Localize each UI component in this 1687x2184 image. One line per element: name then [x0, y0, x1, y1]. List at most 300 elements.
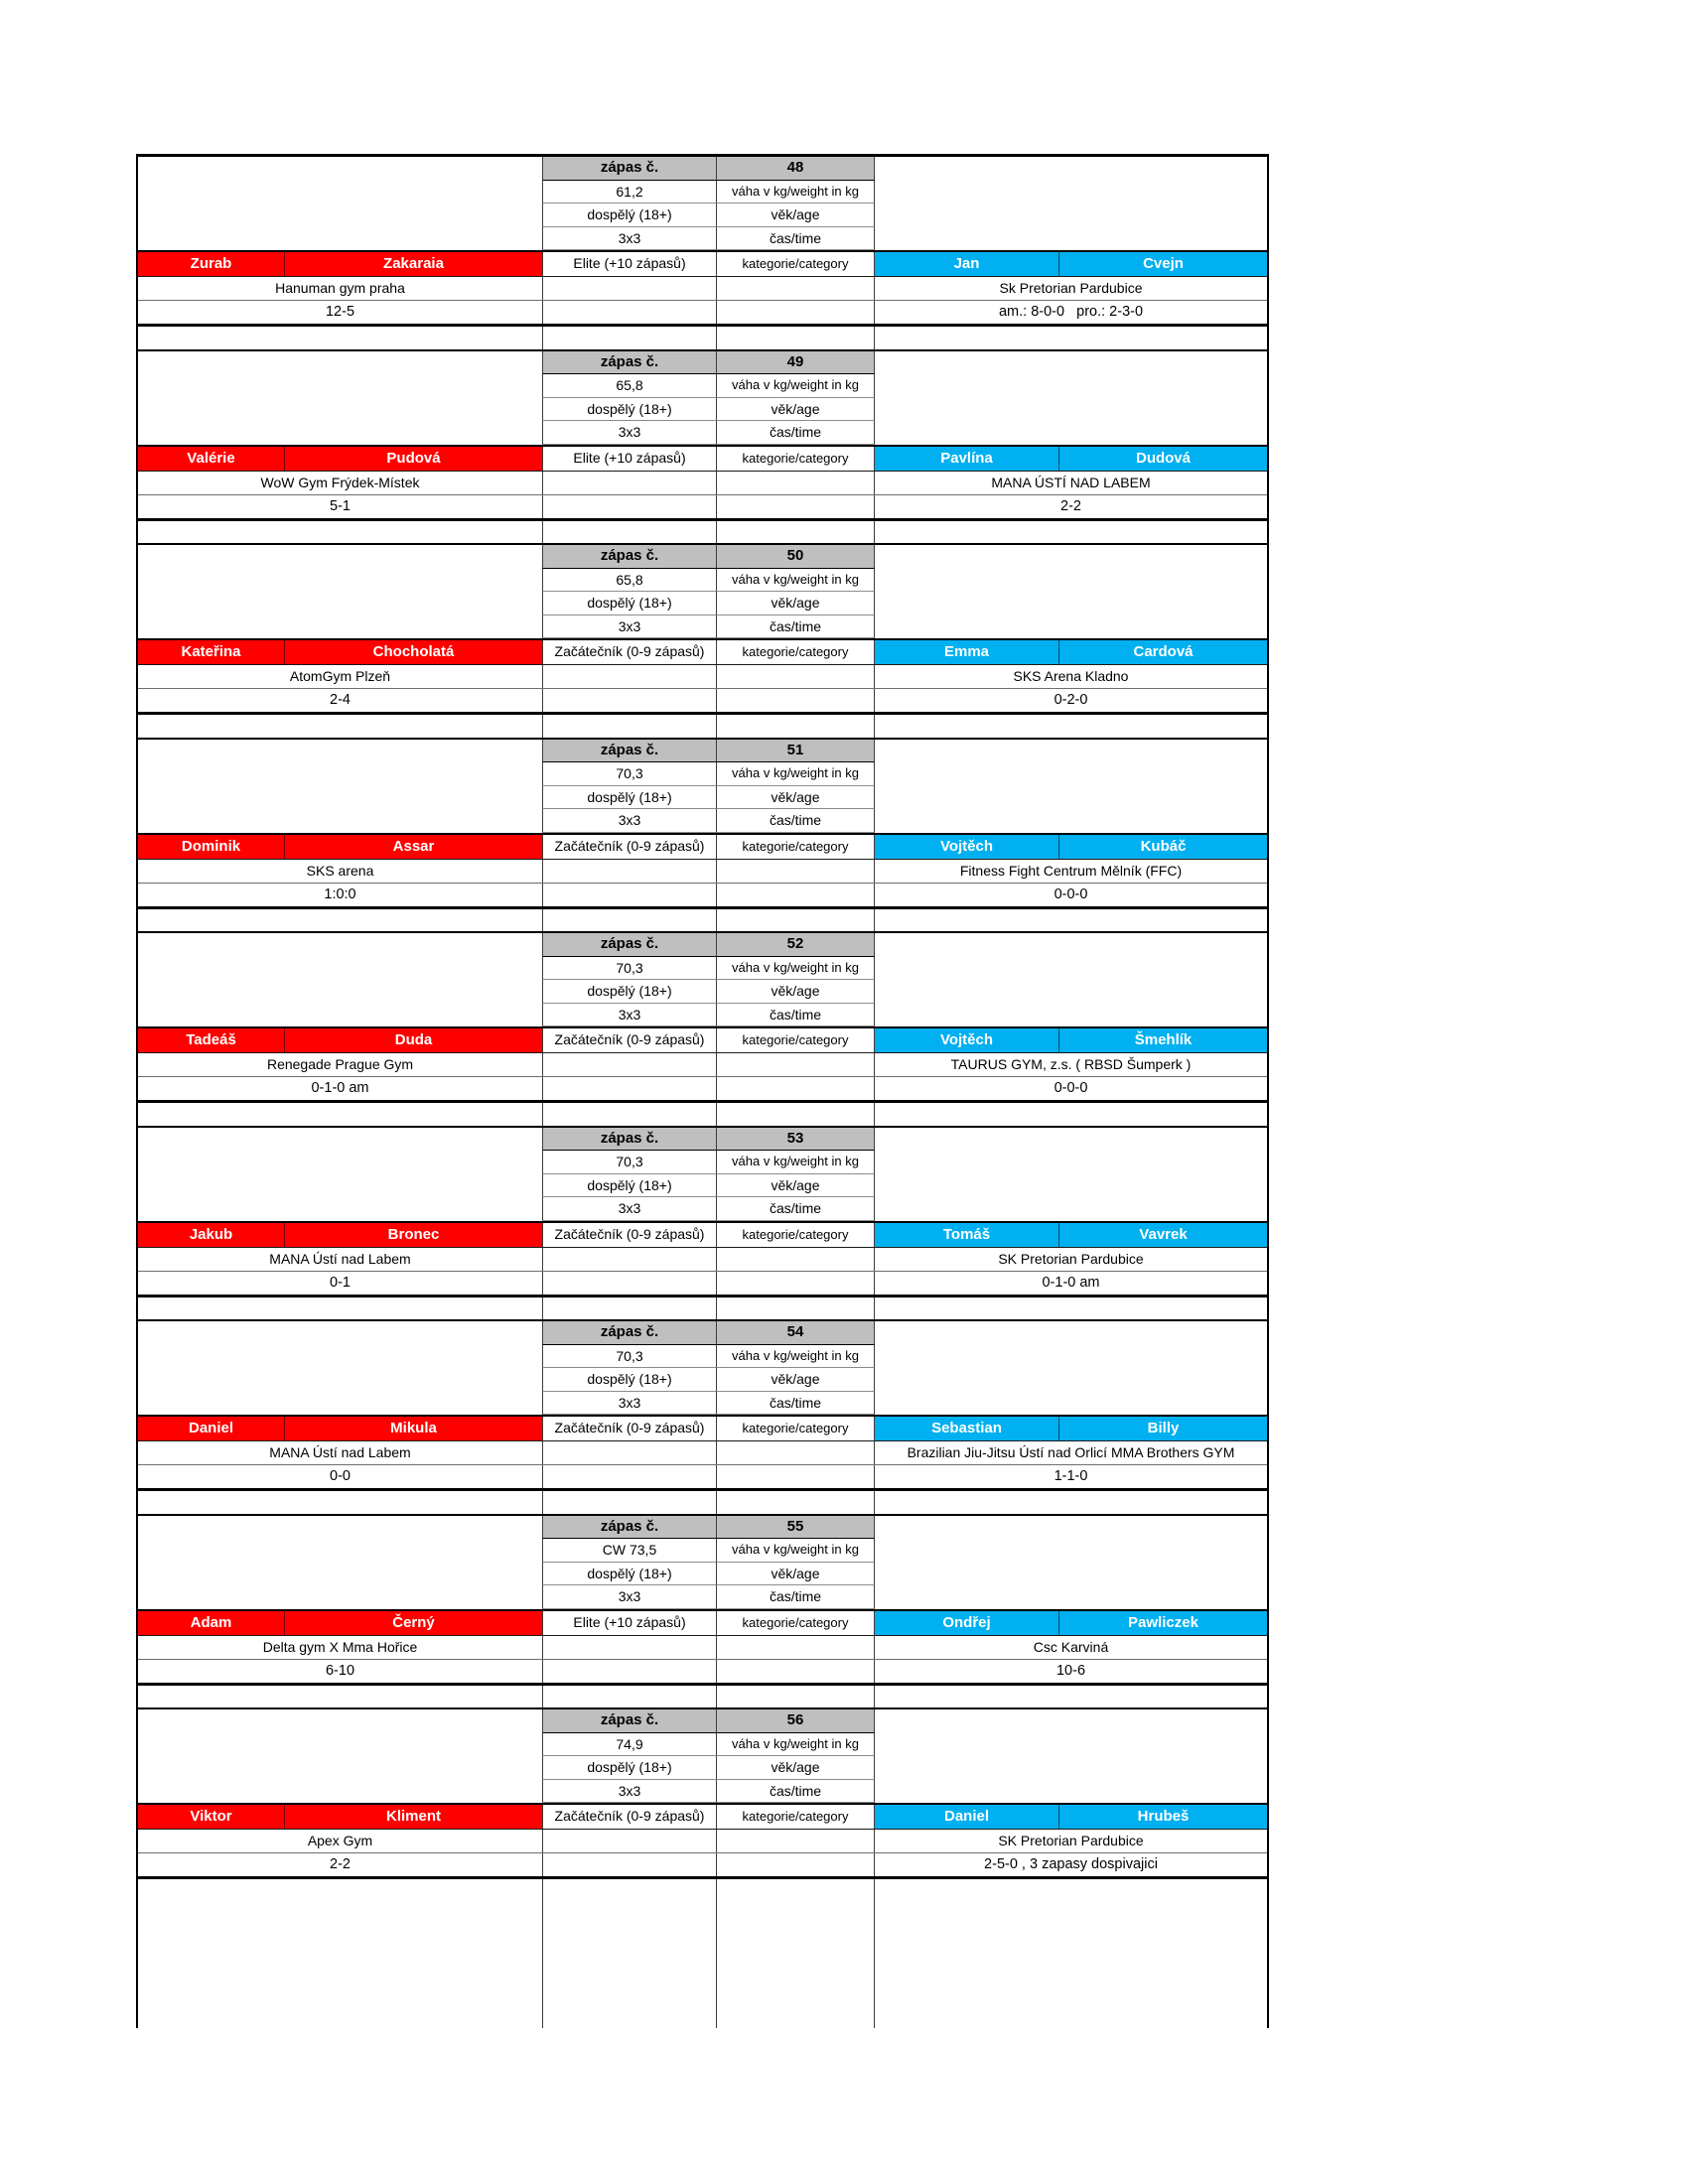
red-fighter-first-name: Dominik	[138, 835, 285, 859]
fighters-row	[138, 1415, 1267, 1441]
match-number-label: zápas č.	[542, 1321, 717, 1345]
blue-fighter-last-name: Cvejn	[1059, 252, 1267, 276]
match-number-value: 48	[717, 157, 875, 181]
left-empty-area	[138, 615, 542, 639]
left-empty-area	[138, 909, 542, 932]
center-empty-cell	[542, 1660, 717, 1683]
time-label: čas/time	[717, 1197, 875, 1221]
time-row	[138, 1585, 1267, 1609]
category-label: kategorie/category	[717, 835, 875, 859]
weight-row	[138, 1151, 1267, 1174]
red-fighter-gym: MANA Ústí nad Labem	[269, 1444, 411, 1460]
age-row	[138, 1368, 1267, 1392]
red-fighter-last-name: Zakaraia	[285, 252, 542, 276]
red-fighter-last-name: Bronec	[285, 1223, 542, 1247]
age-row	[138, 1174, 1267, 1198]
block-separator-row	[138, 1686, 1267, 1710]
left-empty-area	[138, 398, 542, 422]
center-empty-cell	[717, 1686, 875, 1708]
left-empty-area	[138, 1756, 542, 1780]
left-empty-area	[138, 157, 542, 181]
center-empty-cell	[542, 1077, 717, 1100]
blue-fighter-last-name: Dudová	[1059, 447, 1267, 471]
right-empty-area	[875, 1516, 1267, 1540]
match-number-label: zápas č.	[542, 351, 717, 375]
weight-row	[138, 957, 1267, 981]
center-empty-cell	[542, 689, 717, 712]
center-empty-cell	[717, 1441, 875, 1464]
right-empty-area	[875, 1345, 1267, 1369]
right-empty-area	[875, 957, 1267, 981]
blue-fighter-record: am.: 8-0-0 pro.: 2-3-0	[998, 304, 1144, 320]
time-label: čas/time	[717, 809, 875, 833]
center-empty-cell	[717, 1053, 875, 1076]
left-empty-area	[138, 1879, 542, 2028]
age-label: věk/age	[717, 786, 875, 810]
right-empty-area	[875, 592, 1267, 615]
match-block	[138, 1709, 1267, 1879]
center-empty-cell	[717, 1879, 875, 2028]
age-label: věk/age	[717, 1368, 875, 1392]
match-block	[138, 1128, 1267, 1297]
right-empty-area	[875, 569, 1267, 593]
gyms-row	[138, 1248, 1267, 1272]
weight-label: váha v kg/weight in kg	[717, 762, 875, 786]
left-empty-area	[138, 592, 542, 615]
right-empty-area	[875, 1197, 1267, 1221]
category-value: Začátečník (0-9 zápasů)	[542, 1028, 717, 1052]
center-empty-cell	[717, 884, 875, 906]
gyms-row	[138, 1441, 1267, 1465]
right-empty-area	[875, 1879, 1267, 2028]
time-value: 3x3	[542, 1780, 717, 1804]
center-empty-cell	[717, 472, 875, 494]
gyms-row	[138, 277, 1267, 301]
blue-fighter-last-name: Billy	[1059, 1417, 1267, 1440]
time-label: čas/time	[717, 1780, 875, 1804]
records-row	[138, 689, 1267, 715]
red-fighter-first-name: Valérie	[138, 447, 285, 471]
center-empty-cell	[717, 1297, 875, 1320]
right-empty-area	[875, 204, 1267, 227]
left-empty-area	[138, 1004, 542, 1027]
left-empty-area	[138, 1151, 542, 1174]
time-value: 3x3	[542, 227, 717, 251]
match-number-label: zápas č.	[542, 1128, 717, 1152]
time-row	[138, 615, 1267, 639]
red-fighter-first-name: Daniel	[138, 1417, 285, 1440]
center-empty-cell	[717, 521, 875, 544]
match-block	[138, 1516, 1267, 1686]
match-block	[138, 351, 1267, 521]
age-label: věk/age	[717, 1563, 875, 1586]
center-empty-cell	[542, 1636, 717, 1659]
fighters-row	[138, 1609, 1267, 1636]
center-empty-cell	[542, 1103, 717, 1126]
match-number-label: zápas č.	[542, 740, 717, 763]
center-empty-cell	[717, 1830, 875, 1852]
right-empty-area	[875, 521, 1267, 544]
age-class-value: dospělý (18+)	[542, 592, 717, 615]
records-row	[138, 1077, 1267, 1103]
fighters-row	[138, 1803, 1267, 1830]
age-class-value: dospělý (18+)	[542, 786, 717, 810]
age-label: věk/age	[717, 1174, 875, 1198]
left-empty-area	[138, 980, 542, 1004]
age-class-value: dospělý (18+)	[542, 1368, 717, 1392]
match-block	[138, 545, 1267, 715]
center-empty-cell	[542, 1272, 717, 1295]
weight-row	[138, 374, 1267, 398]
match-number-value: 54	[717, 1321, 875, 1345]
blue-fighter-last-name: Pawliczek	[1059, 1611, 1267, 1635]
right-empty-area	[875, 1563, 1267, 1586]
category-value: Začátečník (0-9 zápasů)	[542, 1417, 717, 1440]
center-empty-cell	[717, 860, 875, 883]
red-fighter-last-name: Pudová	[285, 447, 542, 471]
block-separator-row	[138, 909, 1267, 934]
right-empty-area	[875, 1297, 1267, 1320]
blue-fighter-last-name: Cardová	[1059, 640, 1267, 664]
weight-value: 70,3	[542, 762, 717, 786]
blue-fighter-record: 0-0-0	[1054, 886, 1088, 902]
match-number-label: zápas č.	[542, 545, 717, 569]
red-fighter-first-name: Kateřina	[138, 640, 285, 664]
match-block	[138, 740, 1267, 909]
center-empty-cell	[717, 665, 875, 688]
match-number-label: zápas č.	[542, 157, 717, 181]
weight-label: váha v kg/weight in kg	[717, 1733, 875, 1757]
center-empty-cell	[542, 715, 717, 738]
weight-label: váha v kg/weight in kg	[717, 181, 875, 205]
match-block	[138, 933, 1267, 1103]
blue-fighter-first-name: Sebastian	[875, 1417, 1059, 1440]
right-empty-area	[875, 1585, 1267, 1609]
red-fighter-gym: MANA Ústí nad Labem	[269, 1250, 411, 1267]
match-number-label: zápas č.	[542, 1709, 717, 1733]
time-label: čas/time	[717, 421, 875, 445]
time-value: 3x3	[542, 615, 717, 639]
red-fighter-record: 0-0	[330, 1468, 351, 1484]
fighters-row	[138, 833, 1267, 860]
category-label: kategorie/category	[717, 640, 875, 664]
left-empty-area	[138, 1174, 542, 1198]
blue-fighter-gym: SK Pretorian Pardubice	[998, 1833, 1144, 1848]
blue-fighter-record: 0-0-0	[1054, 1080, 1088, 1096]
block-separator-row	[138, 715, 1267, 740]
time-value: 3x3	[542, 1392, 717, 1416]
center-empty-cell	[542, 1830, 717, 1852]
weight-label: váha v kg/weight in kg	[717, 1539, 875, 1563]
right-empty-area	[875, 615, 1267, 639]
category-value: Elite (+10 zápasů)	[542, 252, 717, 276]
time-value: 3x3	[542, 1004, 717, 1027]
time-row	[138, 1197, 1267, 1221]
center-empty-cell	[717, 1272, 875, 1295]
match-number-value: 50	[717, 545, 875, 569]
weight-label: váha v kg/weight in kg	[717, 569, 875, 593]
blue-fighter-gym: Brazilian Jiu-Jitsu Ústí nad Orlicí MMA Brothers GYM	[907, 1444, 1235, 1460]
center-empty-cell	[717, 689, 875, 712]
weight-row	[138, 181, 1267, 205]
center-empty-cell	[542, 495, 717, 518]
right-empty-area	[875, 374, 1267, 398]
center-empty-cell	[542, 1053, 717, 1076]
age-class-value: dospělý (18+)	[542, 1756, 717, 1780]
time-row	[138, 1392, 1267, 1416]
right-empty-area	[875, 545, 1267, 569]
weight-value: 70,3	[542, 1151, 717, 1174]
block-separator-row	[138, 1297, 1267, 1322]
weight-label: váha v kg/weight in kg	[717, 1345, 875, 1369]
time-row	[138, 421, 1267, 445]
center-empty-cell	[542, 1491, 717, 1514]
center-empty-cell	[542, 301, 717, 324]
red-fighter-gym: AtomGym Plzeň	[289, 668, 391, 684]
center-empty-cell	[542, 521, 717, 544]
left-empty-area	[138, 933, 542, 957]
left-empty-area	[138, 1733, 542, 1757]
age-class-value: dospělý (18+)	[542, 1174, 717, 1198]
right-empty-area	[875, 1686, 1267, 1708]
age-class-value: dospělý (18+)	[542, 980, 717, 1004]
center-empty-cell	[542, 1879, 717, 2028]
right-empty-area	[875, 421, 1267, 445]
left-empty-area	[138, 1686, 542, 1708]
right-empty-area	[875, 1392, 1267, 1416]
block-separator-row	[138, 327, 1267, 351]
blue-fighter-last-name: Vavrek	[1059, 1223, 1267, 1247]
left-empty-area	[138, 204, 542, 227]
right-empty-area	[875, 1368, 1267, 1392]
blue-fighter-first-name: Ondřej	[875, 1611, 1059, 1635]
right-empty-area	[875, 809, 1267, 833]
weight-label: váha v kg/weight in kg	[717, 1151, 875, 1174]
category-label: kategorie/category	[717, 1028, 875, 1052]
gyms-row	[138, 1636, 1267, 1660]
center-empty-cell	[717, 495, 875, 518]
time-label: čas/time	[717, 227, 875, 251]
red-fighter-last-name: Chocholatá	[285, 640, 542, 664]
right-empty-area	[875, 157, 1267, 181]
right-empty-area	[875, 1491, 1267, 1514]
time-value: 3x3	[542, 1585, 717, 1609]
right-empty-area	[875, 1733, 1267, 1757]
right-empty-area	[875, 1103, 1267, 1126]
left-empty-area	[138, 1368, 542, 1392]
age-label: věk/age	[717, 592, 875, 615]
match-number-label: zápas č.	[542, 933, 717, 957]
age-row	[138, 980, 1267, 1004]
right-empty-area	[875, 1709, 1267, 1733]
red-fighter-record: 6-10	[325, 1662, 355, 1679]
fighters-row	[138, 445, 1267, 472]
right-empty-area	[875, 1128, 1267, 1152]
weight-label: váha v kg/weight in kg	[717, 374, 875, 398]
center-empty-cell	[542, 1465, 717, 1488]
records-row	[138, 1853, 1267, 1879]
blue-fighter-first-name: Vojtěch	[875, 835, 1059, 859]
match-number-value: 55	[717, 1516, 875, 1540]
blue-fighter-gym: SKS Arena Kladno	[1013, 668, 1129, 684]
weight-row	[138, 1345, 1267, 1369]
center-empty-cell	[542, 1441, 717, 1464]
gyms-row	[138, 665, 1267, 689]
match-number-row	[138, 351, 1267, 375]
category-label: kategorie/category	[717, 447, 875, 471]
weight-value: 70,3	[542, 1345, 717, 1369]
fighters-row	[138, 638, 1267, 665]
left-empty-area	[138, 1516, 542, 1540]
red-fighter-first-name: Viktor	[138, 1805, 285, 1829]
red-fighter-gym: Hanuman gym praha	[275, 280, 405, 296]
weight-value: 65,8	[542, 374, 717, 398]
category-value: Začátečník (0-9 zápasů)	[542, 640, 717, 664]
right-empty-area	[875, 980, 1267, 1004]
left-empty-area	[138, 957, 542, 981]
match-number-row	[138, 1128, 1267, 1152]
blue-fighter-gym: Sk Pretorian Pardubice	[999, 280, 1143, 296]
weight-value: 70,3	[542, 957, 717, 981]
blue-fighter-record: 0-2-0	[1054, 692, 1088, 708]
category-label: kategorie/category	[717, 1417, 875, 1440]
left-empty-area	[138, 1780, 542, 1804]
age-class-value: dospělý (18+)	[542, 1563, 717, 1586]
center-empty-cell	[542, 1686, 717, 1708]
age-row	[138, 204, 1267, 227]
weight-row	[138, 569, 1267, 593]
left-empty-area	[138, 545, 542, 569]
blue-fighter-record: 2-5-0 , 3 zapasy dospivajici	[984, 1856, 1158, 1872]
center-empty-cell	[542, 1248, 717, 1271]
age-row	[138, 1563, 1267, 1586]
left-empty-area	[138, 374, 542, 398]
gyms-row	[138, 1830, 1267, 1853]
center-empty-cell	[542, 884, 717, 906]
match-number-row	[138, 1516, 1267, 1540]
table-bottom-empty-region	[138, 1879, 1267, 2028]
time-row	[138, 1004, 1267, 1027]
right-empty-area	[875, 327, 1267, 349]
red-fighter-record: 1:0:0	[324, 886, 356, 902]
red-fighter-record: 0-1-0 am	[311, 1080, 369, 1096]
center-empty-cell	[717, 715, 875, 738]
weight-row	[138, 1539, 1267, 1563]
blue-fighter-record: 0-1-0 am	[1042, 1274, 1100, 1291]
weight-label: váha v kg/weight in kg	[717, 957, 875, 981]
center-empty-cell	[542, 472, 717, 494]
match-number-value: 49	[717, 351, 875, 375]
left-empty-area	[138, 1197, 542, 1221]
match-number-value: 52	[717, 933, 875, 957]
center-empty-cell	[542, 1297, 717, 1320]
right-empty-area	[875, 1780, 1267, 1804]
red-fighter-last-name: Černý	[285, 1611, 542, 1635]
age-label: věk/age	[717, 204, 875, 227]
center-empty-cell	[717, 909, 875, 932]
blue-fighter-last-name: Šmehlík	[1059, 1028, 1267, 1052]
red-fighter-first-name: Jakub	[138, 1223, 285, 1247]
right-empty-area	[875, 1321, 1267, 1345]
blue-fighter-gym: TAURUS GYM, z.s. ( RBSD Šumperk )	[950, 1056, 1192, 1072]
right-empty-area	[875, 227, 1267, 251]
right-empty-area	[875, 1756, 1267, 1780]
right-empty-area	[875, 740, 1267, 763]
right-empty-area	[875, 1151, 1267, 1174]
age-row	[138, 1756, 1267, 1780]
left-empty-area	[138, 521, 542, 544]
time-label: čas/time	[717, 1392, 875, 1416]
blue-fighter-gym: Fitness Fight Centrum Mělník (FFC)	[959, 862, 1183, 879]
category-value: Elite (+10 zápasů)	[542, 447, 717, 471]
time-value: 3x3	[542, 1197, 717, 1221]
left-empty-area	[138, 1128, 542, 1152]
red-fighter-record: 2-4	[330, 692, 351, 708]
time-label: čas/time	[717, 1004, 875, 1027]
center-empty-cell	[542, 277, 717, 300]
age-row	[138, 398, 1267, 422]
time-row	[138, 809, 1267, 833]
category-value: Začátečník (0-9 zápasů)	[542, 835, 717, 859]
match-number-label: zápas č.	[542, 1516, 717, 1540]
time-value: 3x3	[542, 421, 717, 445]
match-block	[138, 157, 1267, 327]
blue-fighter-first-name: Emma	[875, 640, 1059, 664]
center-empty-cell	[542, 1853, 717, 1876]
blue-fighter-first-name: Pavlína	[875, 447, 1059, 471]
red-fighter-last-name: Duda	[285, 1028, 542, 1052]
center-empty-cell	[542, 327, 717, 349]
red-fighter-first-name: Zurab	[138, 252, 285, 276]
left-empty-area	[138, 351, 542, 375]
red-fighter-record: 12-5	[325, 304, 355, 320]
time-label: čas/time	[717, 615, 875, 639]
category-label: kategorie/category	[717, 1611, 875, 1635]
weight-value: 61,2	[542, 181, 717, 205]
category-label: kategorie/category	[717, 1223, 875, 1247]
center-empty-cell	[542, 860, 717, 883]
center-empty-cell	[717, 301, 875, 324]
gyms-row	[138, 1053, 1267, 1077]
red-fighter-first-name: Tadeáš	[138, 1028, 285, 1052]
match-block	[138, 1321, 1267, 1491]
blue-fighter-first-name: Tomáš	[875, 1223, 1059, 1247]
time-value: 3x3	[542, 809, 717, 833]
age-label: věk/age	[717, 1756, 875, 1780]
blue-fighter-first-name: Vojtěch	[875, 1028, 1059, 1052]
left-empty-area	[138, 1103, 542, 1126]
left-empty-area	[138, 1491, 542, 1514]
blue-fighter-first-name: Jan	[875, 252, 1059, 276]
right-empty-area	[875, 933, 1267, 957]
red-fighter-last-name: Mikula	[285, 1417, 542, 1440]
block-separator-row	[138, 521, 1267, 546]
weight-row	[138, 762, 1267, 786]
match-number-row	[138, 1709, 1267, 1733]
block-separator-row	[138, 1103, 1267, 1128]
right-empty-area	[875, 398, 1267, 422]
red-fighter-gym: Delta gym X Mma Hořice	[262, 1638, 418, 1655]
center-empty-cell	[717, 327, 875, 349]
right-empty-area	[875, 1539, 1267, 1563]
center-empty-cell	[717, 1248, 875, 1271]
left-empty-area	[138, 786, 542, 810]
center-empty-cell	[542, 909, 717, 932]
records-row	[138, 1272, 1267, 1297]
blue-fighter-gym: Csc Karviná	[1033, 1638, 1109, 1655]
match-number-row	[138, 157, 1267, 181]
weight-value: 65,8	[542, 569, 717, 593]
